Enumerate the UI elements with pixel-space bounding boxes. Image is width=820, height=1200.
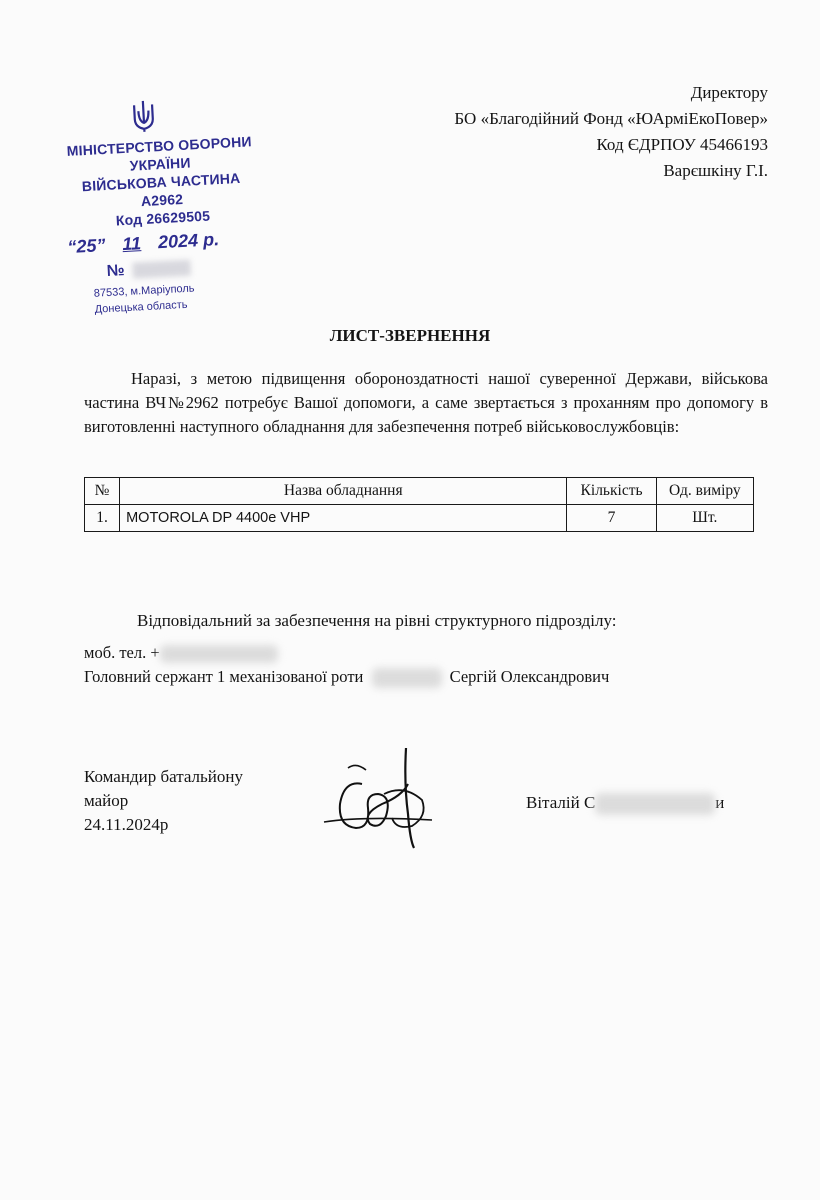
- recipient-position: Директору: [690, 83, 768, 102]
- commander-position: Командир батальйону: [84, 767, 243, 786]
- recipient-name: Варєшкіну Г.І.: [663, 161, 768, 180]
- row-number: 1.: [85, 505, 120, 532]
- stamp-unit-code: Код 26629505: [115, 207, 211, 229]
- commander-name-line: [526, 793, 724, 815]
- table-header-row: [85, 478, 754, 505]
- letter-body: Наразі, з метою підвищення обороноздатності нашої суверенної Держави, військова частина ВЧ№2962 потребує Вашої допомоги, а саме звертається з проханням про допомогу в виготовленні наступного обладнання для забезпечення потреб військовослужбовців:: [84, 369, 768, 436]
- commander-rank: майор: [84, 791, 129, 810]
- commander-date: 24.11.2024р: [84, 815, 169, 834]
- commander-surname-tail: и: [715, 793, 725, 812]
- stamp-country: УКРАЇНИ: [129, 154, 192, 174]
- stamp-address-region: Донецька область: [94, 298, 188, 316]
- stamp-unit-number: А2962: [140, 190, 184, 210]
- commander-first-name: Віталій: [526, 793, 580, 812]
- recipient-block: [454, 80, 768, 184]
- commander-surname-redaction: [595, 793, 715, 815]
- stamp-date-month: 11: [121, 233, 142, 255]
- header-number: №: [85, 478, 120, 505]
- row-unit: Шт.: [656, 505, 753, 532]
- sergeant-line: [84, 667, 609, 688]
- sergeant-name: Сергій Олександрович: [449, 667, 610, 686]
- handwritten-signature: [322, 744, 442, 854]
- sergeant-position: Головний сержант 1 механізованої роти: [84, 667, 364, 686]
- table-row: [85, 505, 754, 532]
- row-quantity: 7: [567, 505, 656, 532]
- header-unit: Од. виміру: [656, 478, 753, 505]
- equipment-table: [84, 477, 754, 532]
- responsible-heading: Відповідальний за забезпечення на рівні структурного підрозділу:: [137, 611, 617, 630]
- military-unit-stamp: [52, 93, 274, 344]
- row-equipment-name: MOTOROLA DP 4400e VHP: [120, 505, 567, 532]
- letter-title: ЛИСТ-ЗВЕРНЕННЯ: [329, 326, 491, 345]
- stamp-ministry: МІНІСТЕРСТВО ОБОРОНИ: [66, 133, 253, 159]
- trident-icon: [130, 98, 158, 133]
- stamp-date-day: 25: [75, 235, 97, 257]
- stamp-number-label: №: [106, 262, 125, 281]
- stamp-date-year-suffix: 24: [177, 230, 199, 252]
- stamp-date-year-unit: р.: [202, 229, 220, 250]
- stamp-number-redaction: [133, 259, 192, 278]
- stamp-date-year-prefix: 20: [157, 231, 179, 253]
- stamp-number-line: [106, 259, 191, 281]
- recipient-edrpou-code: Код ЄДРПОУ 45466193: [596, 135, 768, 154]
- recipient-organization: БО «Благодійний Фонд «ЮАрміЕкоПовер»: [454, 109, 768, 128]
- sergeant-surname-redaction: [372, 668, 442, 688]
- commander-block: [84, 765, 243, 837]
- header-quantity: Кількість: [567, 478, 656, 505]
- header-equipment-name: Назва обладнання: [120, 478, 567, 505]
- commander-surname-initial: С: [583, 793, 596, 812]
- stamp-address-city: 87533, м.Маріуполь: [93, 282, 195, 300]
- phone-redaction: [160, 645, 278, 663]
- stamp-unit-label: ВІЙСЬКОВА ЧАСТИНА: [81, 169, 241, 195]
- phone-label: моб. тел. +: [84, 643, 160, 662]
- phone-line: [84, 643, 278, 663]
- stamp-date: “25” 11 2024 р.: [66, 229, 220, 258]
